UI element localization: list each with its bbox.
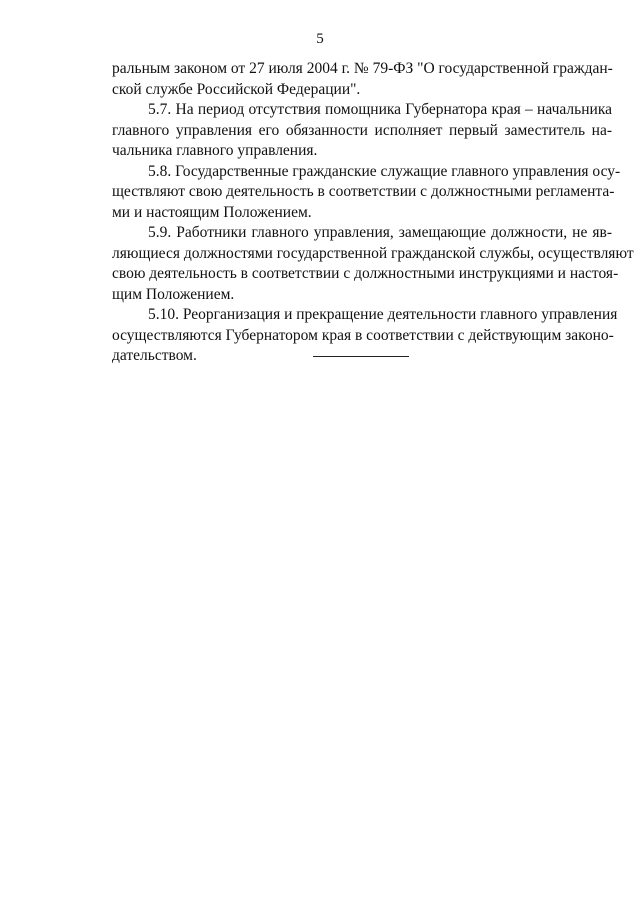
paragraph-continuation bbox=[112, 59, 612, 100]
paragraph-5-9 bbox=[112, 223, 634, 305]
text-line: дательством. bbox=[112, 347, 197, 364]
text-line: ральным законом от 27 июля 2004 г. № 79-ФЗ "О государственной граждан- bbox=[112, 60, 613, 77]
paragraph-5-8 bbox=[112, 162, 621, 224]
text-line: 5.10. Реорганизация и прекращение деятельности главного управления bbox=[148, 306, 618, 323]
text-line: ми и настоящим Положением. bbox=[112, 203, 312, 221]
text-line: ляющиеся должностями государственной гражданской службы, осуществляют bbox=[112, 244, 634, 262]
end-of-document-rule bbox=[313, 356, 409, 357]
text-line: щим Положением. bbox=[112, 285, 235, 303]
document-body bbox=[112, 59, 634, 367]
text-line: свою деятельность в соответствии с должностными инструкциями и настоя- bbox=[112, 265, 619, 282]
text-line: 5.7. На период отсутствия помощника Губернатора края – начальника bbox=[148, 101, 612, 118]
text-line: главного управления его обязанности исполняет первый заместитель на- bbox=[112, 121, 612, 139]
page-number: 5 bbox=[316, 31, 324, 47]
paragraph-5-10 bbox=[112, 305, 618, 367]
text-line: ской службе Российской Федерации". bbox=[112, 80, 361, 98]
text-line: 5.8. Государственные гражданские служащие главного управления осу- bbox=[148, 162, 621, 180]
text-line: осуществляются Губернатором края в соответствии с действующим законо- bbox=[112, 326, 614, 344]
text-line: ществляют свою деятельность в соответствии с должностными регламента- bbox=[112, 183, 615, 200]
text-line: 5.9. Работники главного управления, замещающие должности, не яв- bbox=[148, 224, 612, 241]
paragraph-5-7 bbox=[112, 100, 612, 162]
text-line: чальника главного управления. bbox=[112, 142, 318, 159]
